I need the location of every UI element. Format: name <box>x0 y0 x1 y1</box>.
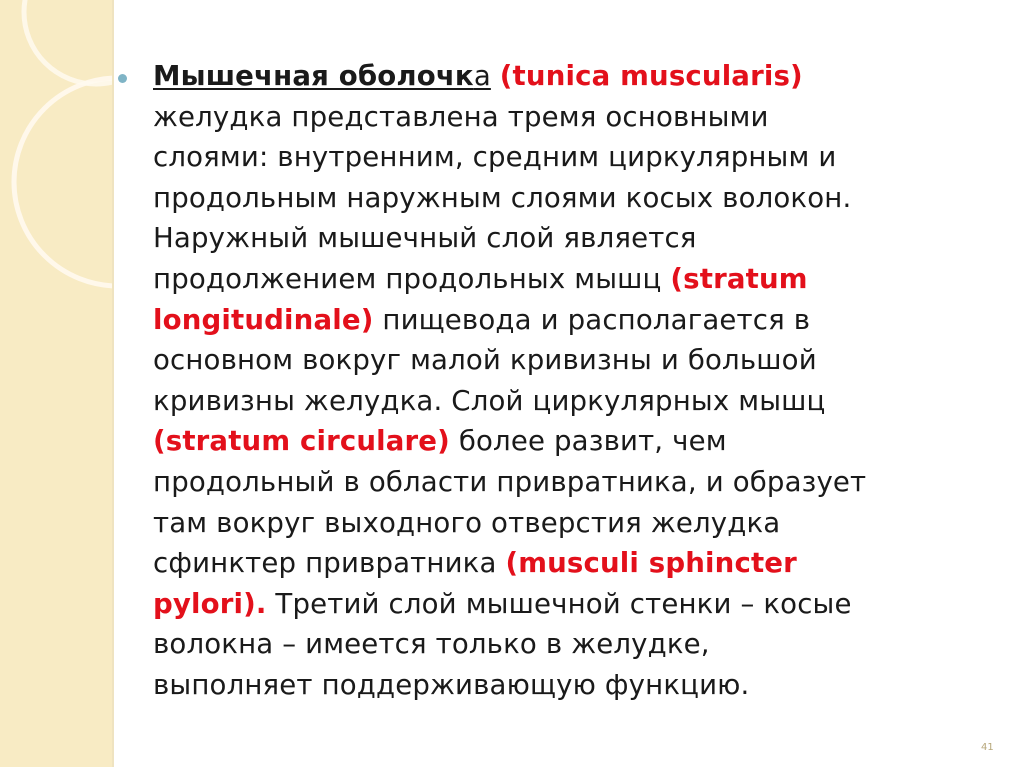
text-line-16: выполняет поддерживающую функцию. <box>153 667 750 701</box>
slide-content <box>118 56 998 706</box>
text-line-4: продольным наружным слоями косых волокон. <box>153 180 852 214</box>
text-line-10: (stratum circulare) более развит, чем <box>153 424 727 458</box>
latin-term: pylori). <box>153 586 267 620</box>
text-line-5: Наружный мышечный слой является <box>153 221 697 255</box>
text-line-2: желудка представлена тремя основными <box>153 99 769 133</box>
decorative-rings <box>0 0 112 767</box>
text-line-1 <box>153 56 998 97</box>
text-line-8: основном вокруг малой кривизны и большой <box>153 343 817 377</box>
bullet-paragraph <box>118 56 998 706</box>
latin-term: (musculi sphincter <box>505 546 797 580</box>
text-line-12: там вокруг выходного отверстия желудка <box>153 505 781 539</box>
latin-term: longitudinale) <box>153 302 374 336</box>
text-line-14: pylori). Третий слой мышечной стенки – косые <box>153 586 852 620</box>
text-line-9: кривизны желудка. Слой циркулярных мышц <box>153 383 826 417</box>
text-line-11: продольный в области привратника, и образует <box>153 464 867 498</box>
text-line-13: сфинктер привратника (musculi sphincter <box>153 546 797 580</box>
heading-term: Мышечная оболочк <box>153 59 474 92</box>
text-line-7: longitudinale) пищевода и располагается в <box>153 302 811 336</box>
text-line-3: слоями: внутренним, средним циркулярным и <box>153 140 837 174</box>
decorative-ring-small <box>24 0 112 84</box>
page-number: 41 <box>981 742 994 753</box>
text-line-6: продолжением продольных мышц (stratum <box>153 261 808 295</box>
decorative-ring-large <box>14 78 112 286</box>
latin-term: (stratum <box>670 261 808 295</box>
bullet-icon <box>118 74 127 83</box>
text-line-15: волокна – имеется только в желудке, <box>153 627 710 661</box>
heading-term-ending: а <box>473 59 491 92</box>
latin-term: (tunica muscularis) <box>499 59 803 92</box>
decorative-side-panel <box>0 0 112 767</box>
latin-term: (stratum circulare) <box>153 424 450 458</box>
side-panel-border <box>112 0 114 767</box>
